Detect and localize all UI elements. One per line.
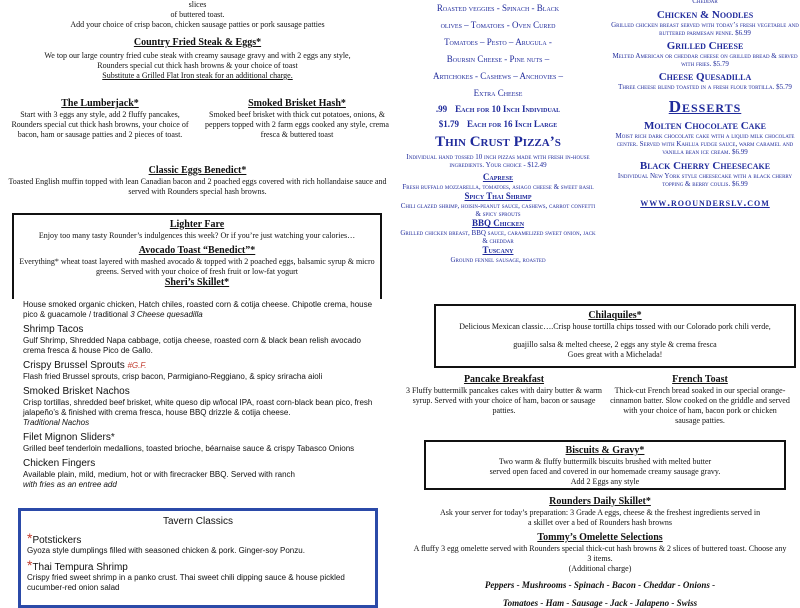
menu-item-title: The Lumberjack* <box>61 98 139 109</box>
list-item: Chicken Fingers Available plain, mild, medium, hot or with firecracker BBQ. Served with ranch with fries as an entree add <box>23 458 383 490</box>
menu-item-title: Smoked Brisket Hash* <box>248 98 346 109</box>
lumberjack: The Lumberjack* Start with 3 eggs any style, add 2 fluffy pancakes, Rounders special cut thick hash browns, your choice of bacon, ham or sausage patties and 2 pieces of toast. <box>5 98 195 140</box>
appetizers-section <box>23 300 383 494</box>
star-icon: * <box>27 557 33 573</box>
star-icon: * <box>27 530 33 546</box>
sheris-skillet-title: Sheri’s Skillet* <box>164 277 230 288</box>
omelette-fillings-2: Tomatoes - Ham - Sausage - Jack - Jalapeno - Swiss <box>502 598 698 608</box>
omelette-selections: Tommy’s Omelette Selections A fluffy 3 egg omelette served with Rounders special thick-cut hash browns & 2 slices of buttered toast. Choose any 3 items. (Additional charge) Peppers - Mushrooms - Spinach - Bacon - Cheddar - Onions - Tomatoes - Ham - Sausage - Jack - Jalapeno - Swiss <box>400 532 800 608</box>
item-name: Crispy Brussel Sprouts #G.F. <box>23 360 147 371</box>
topping-price-10: .99 Each for 10 Inch Individual <box>435 104 561 114</box>
breakfast-bottom-section <box>400 302 800 608</box>
list-item: Caprese Fresh buffalo mozzarella, tomatoes, asiago cheese & sweet basil <box>402 172 594 191</box>
smoked-brisket-hash: Smoked Brisket Hash* Smoked beef brisket with thick cut potatoes, onions, & peppers topped with 2 farm eggs cooked any style, crema fresca & buttered toast <box>202 98 392 140</box>
list-item: Filet Mignon Sliders* Grilled beef tenderloin medallions, toasted brioche, béarnaise sauce & crispy Tabasco Onions <box>23 432 383 454</box>
classic-eggs-benedict: Classic Eggs Benedict* Toasted English muffin topped with lean Canadian bacon and 2 poached eggs covered with rich hollandaise sauce and served with Rounders special hash browns. <box>0 165 395 197</box>
country-fried-steak: Country Fried Steak & Eggs* We top our large country fried cube steak with creamy sausage gravy and with 2 eggs any style, Rounders special cut thick hash browns & your choice of toast Substitute a Grilled Flat Iron steak for an additional charge. <box>0 37 395 81</box>
chilaquiles-box: Chilaquiles* Delicious Mexican classic….Crisp house tortilla chips tossed with our Colorado pork chili verde, guajillo salsa & melted cheese, 2 eggs any style & crema fresca Goes great with a Michelada! <box>434 304 796 368</box>
gluten-free-badge: #G.F. <box>127 361 147 370</box>
tavern-classics-box <box>18 508 378 608</box>
list-item: Black Cherry Cheesecake Individual New York style cheesecake with a black cherry topping & berry coulis. $6.99 <box>617 160 793 188</box>
item-name: Filet Mignon Sliders* <box>23 432 115 443</box>
kids-desserts-section: Cheddar Chicken & Noodles Grilled chicken breast served with today’s fresh vegetable and buttered parmesan penne. $6.99 Grilled Cheese Melted American or cheddar cheese on grilled bread & served with fries. $5.79 Cheese Quesadilla Three cheese blend toasted in a fresh flour tortilla. $5.79 Desserts Molten Chocolate Cake Moist rich dark chocolate cake with a liquid milk chocolate center. Served with Kahlua fudge sauce, warm caramel and vanilla bean ice cream. $6.99 Black Cherry Cheesecake Individual New York style cheesecake with a black cherry topping & berry coulis. $6.99 www.roounderslv.com <box>611 0 799 209</box>
item-name: Shrimp Tacos <box>23 324 84 335</box>
topping-price-16: $1.79 Each for 16 Inch Large <box>438 119 558 129</box>
quesadilla-description: House smoked organic chicken, Hatch chiles, roasted corn & cotija cheese. Chipotle crema, house pico & guacamole / traditional 3 Cheese quesadilla <box>23 300 373 319</box>
list-item: *Potstickers Gyoza style dumplings filled with seasoned chicken & pork. Ginger-soy Ponzu. <box>27 530 305 555</box>
list-item: BBQ Chicken Grilled chicken breast, BBQ sauce, caramelized sweet onion, jack & cheddar <box>400 218 596 245</box>
lighter-fare-title: Lighter Fare <box>169 219 225 230</box>
menu-item-title: Biscuits & Gravy* <box>565 445 645 456</box>
menu-item-title: Chilaquiles* <box>588 310 642 321</box>
list-item: Crispy Brussel Sprouts #G.F. Flash fried Brussel sprouts, crisp bacon, Parmigiano-Reggiano, & spicy sriracha aioli <box>23 360 383 382</box>
menu-item-title: French Toast <box>672 374 728 385</box>
desserts-title: Desserts <box>668 97 742 116</box>
list-item: Tuscany Ground fennel sausage, roasted <box>450 245 546 264</box>
menu-item-title: Pancake Breakfast <box>463 374 545 385</box>
list-item: Cheese Quesadilla Three cheese blend toasted in a fresh flour tortilla. $5.79 <box>618 71 792 91</box>
menu-item-title: Rounders Daily Skillet* <box>549 496 651 507</box>
list-item: Smoked Brisket Nachos Crisp tortillas, shredded beef brisket, white queso dip w/local IPA, roast corn-black bean pico, fresh jalapeño’s & finished with crema fresca, house BBQ drizzle & cotija cheese. Traditional Nachos <box>23 386 383 428</box>
omelette-fillings: Peppers - Mushrooms - Spinach - Bacon - Cheddar - Onions - <box>484 580 716 590</box>
biscuits-gravy-box: Biscuits & Gravy* Two warm & fluffy buttermilk biscuits brushed with melted butter served open faced and covered in our homemade creamy sausage gravy. Add 2 Eggs any style <box>424 440 786 490</box>
menu-item-title: Country Fried Steak & Eggs* <box>133 37 262 48</box>
rounders-daily-skillet: Rounders Daily Skillet* Ask your server for today’s preparation: 3 Grade A eggs, cheese & the freshest ingredients served in a skillet over a bed of Rounders hash browns <box>400 496 800 528</box>
item-name: Chicken Fingers <box>23 458 96 469</box>
french-toast: French Toast Thick-cut French bread soaked in our special orange-cinnamon batter. Slow cooked on the griddle and served with your choice of ham, bacon pork or chicken sausage patties. <box>610 374 790 425</box>
thin-crust-title: Thin Crust Pizza’s <box>435 134 561 150</box>
list-item: Grilled Cheese Melted American or cheddar cheese on grilled bread & served with fries. $5.79 <box>612 40 798 68</box>
list-item: Chicken & Noodles Grilled chicken breast served with today’s fresh vegetable and buttered parmesan penne. $6.99 <box>611 9 799 37</box>
breakfast-intro: slices of buttered toast. Add your choice of crisp bacon, chicken sausage patties or pork sausage patties <box>70 0 325 29</box>
pancake-breakfast: Pancake Breakfast 3 Fluffy buttermilk pancakes cakes with dairy butter & warm syrup. Served with your choice of ham, bacon or sausage patties. <box>405 374 603 415</box>
website-link[interactable]: www.roounderslv.com <box>640 197 770 209</box>
breakfast-section <box>0 0 395 210</box>
list-item: Molten Chocolate Cake Moist rich dark chocolate cake with a liquid milk chocolate center. Served with Kahlua fudge sauce, warm caramel and vanilla bean ice cream. $6.99 <box>615 120 795 156</box>
item-name: Smoked Brisket Nachos <box>23 386 130 397</box>
menu-item-title: Tommy’s Omelette Selections <box>537 532 663 543</box>
list-item: Spicy Thai Shrimp Chili glazed shrimp, hoisin-peanut sauce, cashews, carrot confetti & spicy sprouts <box>400 191 596 218</box>
toppings-list: Roasted veggies - Spinach - Black olives – Tomatoes - Oven Cured Tomatoes – Pesto – Arugula - Boursin Cheese - Pine nuts – Artichokes - Cashews – Anchovies – Extra Cheese <box>432 3 564 98</box>
tavern-classics-title: Tavern Classics <box>162 516 234 527</box>
list-item: Shrimp Tacos Gulf Shrimp, Shredded Napa cabbage, cotija cheese, roasted corn & black bean relish avocado crema fresca & house Pico de Gallo. <box>23 324 383 356</box>
list-item: *Thai Tempura Shrimp Crispy fried sweet shrimp in a panko crust. Thai sweet chili dipping sauce & house pickled cucumber-red onion salad <box>27 557 345 592</box>
pizza-section: Roasted veggies - Spinach - Black olives – Tomatoes - Oven Cured Tomatoes – Pesto – Arugula - Boursin Cheese - Pine nuts – Artichokes - Cashews – Anchovies – Extra Cheese .99 Each for 10 Inch Individual $1.79 Each for 16 Inch Large Thin Crust Pizza’s Individual hand tossed 10 inch pizzas made with fresh in-house ingredients. Your choice - $12.49 Caprese Fresh buffalo mozzarella, tomatoes, asiago cheese & sweet basil Spicy Thai Shrimp Chili glazed shrimp, hoisin-peanut sauce, cashews, carrot confetti & spicy sprouts BBQ Chicken Grilled chicken breast, BBQ sauce, caramelized sweet onion, jack & cheddar Tuscany Ground fennel sausage, roasted <box>398 0 598 302</box>
avocado-toast-title: Avocado Toast “Benedict”* <box>138 245 256 256</box>
lighter-fare-box: Lighter Fare Enjoy too many tasty Rounder’s indulgences this week? Or if you’re just watching your calories… Avocado Toast “Benedict”* Everything* wheat toast layered with mashed avocado & topped with 2 poached eggs, balsamic syrup & micro greens. Served with your choice of fresh fruit or low-fat yogurt Sheri’s Skillet* <box>12 213 382 299</box>
menu-item-title: Classic Eggs Benedict* <box>148 165 247 176</box>
